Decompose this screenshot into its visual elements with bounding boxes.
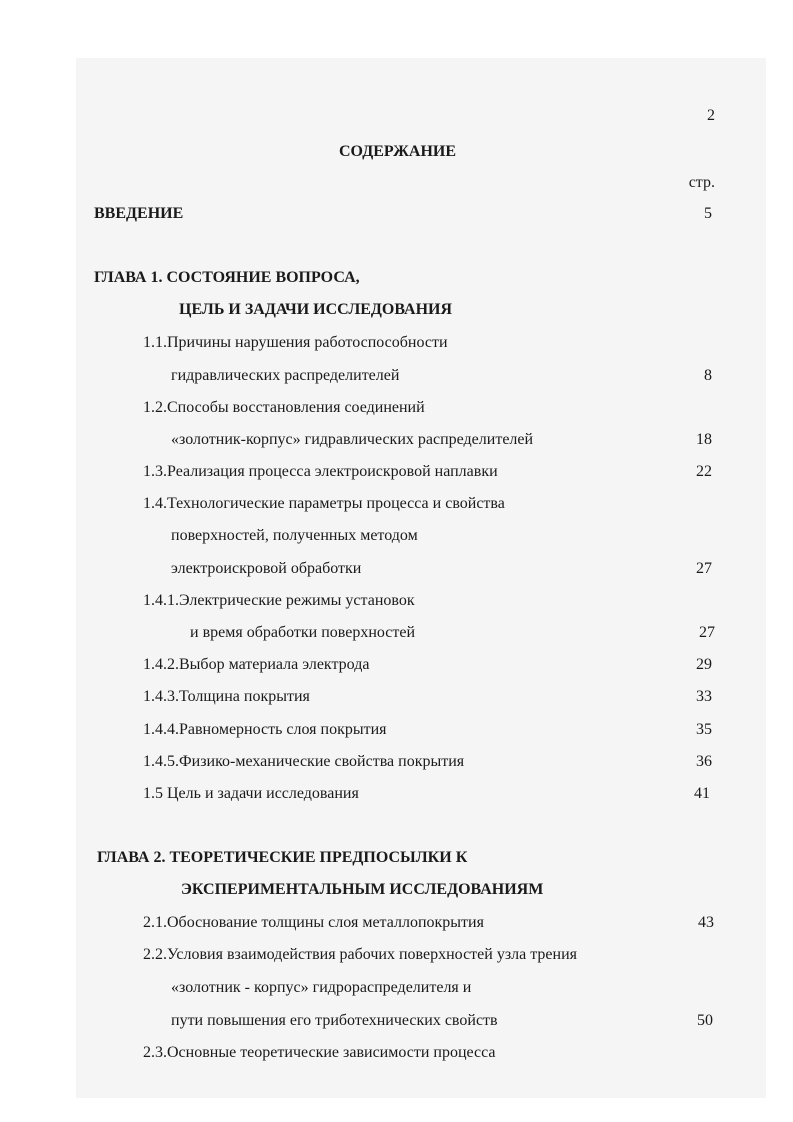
toc-item-1-4-1-cont: и время обработки поверхностей [190,624,416,641]
toc-item-2-3: 2.3.Основные теоретические зависимости процесса [143,1044,496,1061]
toc-item-1-4-cont-2: электроискровой обработки [171,560,362,577]
toc-item-1-2: 1.2.Способы восстановления соединений [143,399,425,416]
toc-item-1-2-page: 18 [696,431,712,448]
toc-item-1-4-3: 1.4.3.Толщина покрытия [143,688,310,705]
toc-item-1-4-4: 1.4.4.Равномерность слоя покрытия [143,721,387,738]
toc-item-1-1: 1.1.Причины нарушения работоспособности [143,334,448,351]
toc-item-1-4-1-page: 27 [699,624,715,641]
toc-intro: ВВЕДЕНИЕ [94,205,184,222]
toc-item-1-4-3-page: 33 [696,688,712,705]
toc-item-1-4-page: 27 [696,560,712,577]
toc-item-1-4: 1.4.Технологические параметры процесса и свойства [143,495,505,512]
toc-item-2-1: 2.1.Обоснование толщины слоя металлопокрытия [143,914,484,931]
toc-item-1-4-5-page: 36 [696,753,712,770]
toc-intro-page: 5 [704,205,712,222]
toc-item-1-4-5: 1.4.5.Физико-механические свойства покрытия [143,753,465,770]
toc-item-1-1-page: 8 [704,367,712,384]
toc-item-2-2-page: 50 [697,1012,713,1029]
toc-item-1-1-cont: гидравлических распределителей [171,367,400,384]
toc-item-1-4-cont: поверхностей, полученных методом [171,527,418,544]
toc-item-2-1-page: 43 [698,914,714,931]
chapter-2-subheading: ЭКСПЕРИМЕНТАЛЬНЫМ ИССЛЕДОВАНИЯМ [181,881,544,898]
page-number: 2 [707,107,715,124]
toc-item-1-4-2-page: 29 [696,656,712,673]
chapter-1-heading: ГЛАВА 1. СОСТОЯНИЕ ВОПРОСА, [94,269,360,286]
toc-item-1-5: 1.5 Цель и задачи исследования [143,785,359,802]
toc-item-2-2: 2.2.Условия взаимодействия рабочих поверхностей узла трения [143,946,578,963]
toc-item-1-4-2: 1.4.2.Выбор материала электрода [143,656,370,673]
toc-item-2-2-cont: «золотник - корпус» гидрораспределителя и [171,979,472,996]
chapter-2-heading: ГЛАВА 2. ТЕОРЕТИЧЕСКИЕ ПРЕДПОСЫЛКИ К [97,849,468,866]
toc-item-1-4-1: 1.4.1.Электрические режимы установок [143,592,415,609]
page-column-label: стр. [688,174,715,191]
chapter-1-subheading: ЦЕЛЬ И ЗАДАЧИ ИССЛЕДОВАНИЯ [179,301,453,318]
toc-item-1-3-page: 22 [696,463,712,480]
toc-item-1-2-cont: «золотник-корпус» гидравлических распределителей [171,431,534,448]
toc-item-2-2-cont-2: пути повышения его триботехнических свойств [171,1012,498,1029]
toc-item-1-4-4-page: 35 [696,721,712,738]
toc-item-1-5-page: 41 [694,785,710,802]
toc-item-1-3: 1.3.Реализация процесса электроискровой наплавки [143,463,498,480]
toc-title: СОДЕРЖАНИЕ [339,143,457,160]
